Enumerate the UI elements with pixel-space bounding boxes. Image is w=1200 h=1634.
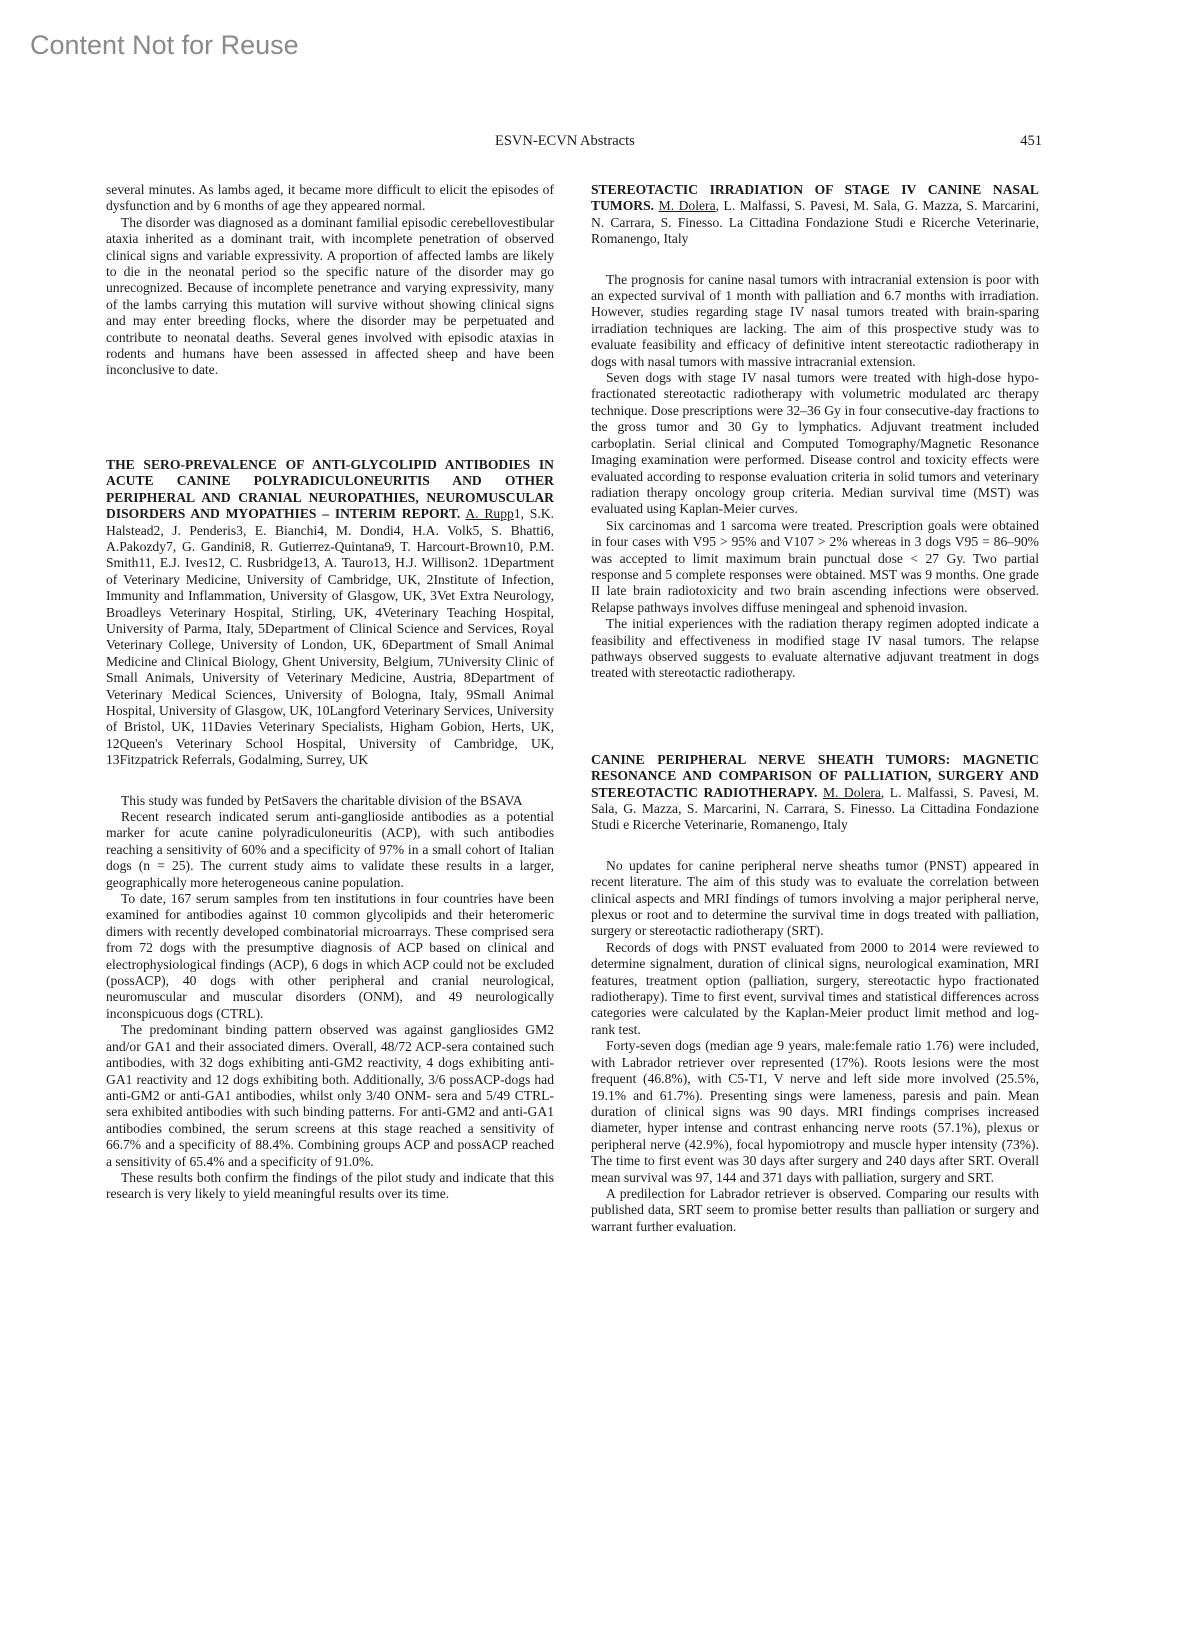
abstract-paragraph: The predominant binding pattern observed was against gangliosides GM2 and/or GA1 and their associated dimers. Overall, 48/72 ACP-sera contained such antibodies, with 32 dogs exhibiting anti-GM2 reactivity, 4 dogs exhibiting anti-GA1 reactivity and 12 dogs exhibiting both. Additionally, 3/6 possACP-dogs had anti-GM2 or anti-GA1 antibodies, whilst only 3/40 ONM- sera and 5/49 CTRL-sera exhibited antibodies with such binding patterns. For anti-GM2 and anti-GA1 antibodies combined, the serum screens at this stage reached a sensitivity of 66.7% and a specificity of 88.4%. Combining groups ACP and possACP reached a sensitivity of 65.4% and a specificity of 91.0%. — [106, 1022, 554, 1169]
abstract-title: THE SERO-PREVALENCE OF ANTI-GLYCOLIPID ANTIBODIES IN ACUTE CANINE POLYRADICULONEURITIS AND OTHER PERIPHERAL AND CRANIAL NEUROPATHIES, NEUROMUSCULAR DISORDERS AND MYOPATHIES – INTERIM REPORT. — [106, 456, 554, 522]
abstract-paragraph: Forty-seven dogs (median age 9 years, male:female ratio 1.76) were included, with Labrador retriever over represented (17%). Roots lesions were the most frequent (46.8%), with C5-T1, V nerve and left side more involved (25.5%, 19.1% and 61.7%). Presenting sings were lameness, paresis and pain. Mean duration of clinical signs was 90 days. MRI findings comprises increased diameter, hyper intense and contrast enhancing nerve roots (57.1%), plexus or peripheral nerve (42.9%), focal hypomiotropy and muscle hyper intensity (73%). The time to first event was 30 days after surgery and 240 days after SRT. Overall mean survival was 97, 144 and 371 days with palliation, surgery and SRT. — [591, 1038, 1039, 1185]
abstract-nasal-tumors — [591, 182, 1039, 682]
presenting-author: M. Dolera — [822, 784, 881, 800]
abstract-paragraph: Records of dogs with PNST evaluated from 2000 to 2014 were reviewed to determine signalment, duration of clinical signs, neurological examination, MRI features, treatment option (palliation, surgery, stereotactic hypo fractionated radiotherapy). Time to first event, survival times and statistical differences across categories were calculated by the Kaplan-Meier product limit method and log-rank test. — [591, 939, 1039, 1037]
abstract-paragraph: The prognosis for canine nasal tumors with intracranial extension is poor with an expected survival of 1 month with palliation and 6.7 months with irradiation. However, studies regarding stage IV nasal tumors treated with brain-sparing irradiation techniques are lacking. The aim of this prospective study was to evaluate feasibility and efficacy of definitive intent stereotactic radiotherapy in dogs with nasal tumors with massive intracranial extension. — [591, 271, 1039, 369]
abstract-anti-glycolipid — [106, 457, 554, 1203]
continuation-paragraph: The disorder was diagnosed as a dominant familial episodic cerebellovestibular ataxia inherited as a dominant trait, with incomplete penetration of observed clinical signs and variable expressivity. A proportion of affected lambs are likely to die in the neonatal period so the specific nature of the disorder may go unrecognized. Because of incomplete penetrance and varying expressivity, many of the lambs carrying this mutation will survive without showing clinical signs and may enter breeding flocks, where the disorder may be perpetuated and contribute to neonatal deaths. Several genes involved with episodic ataxias in rodents and humans have been assessed in affected sheep and have been inconclusive to date. — [106, 214, 554, 378]
abstract-paragraph: These results both confirm the findings of the pilot study and indicate that this research is very likely to yield meaningful results over its time. — [106, 1169, 554, 1202]
page-number: 451 — [1020, 133, 1042, 149]
presenting-author: M. Dolera — [658, 198, 716, 214]
abstract-heading — [591, 752, 1039, 834]
continuation-paragraph: several minutes. As lambs aged, it became more difficult to elicit the episodes of dysfunction and by 6 months of age they appeared normal. — [106, 182, 554, 214]
abstract-pnst — [591, 752, 1039, 1235]
author-affiliations: , L. Malfassi, S. Pavesi, M. Sala, G. Mazza, S. Marcarini, N. Carrara, S. Finesso. La Cittadina Fondazione Studi e Ricerche Veterinarie, Romanengo, Italy — [591, 198, 1040, 247]
abstract-title: STEREOTACTIC IRRADIATION OF STAGE IV CANINE NASAL TUMORS. — [591, 182, 1039, 214]
left-column — [106, 182, 554, 1203]
author-affiliations: , L. Malfassi, S. Pavesi, M. Sala, G. Mazza, S. Marcarini, N. Carrara, S. Finesso. La Cittadina Fondazione Studi e Ricerche Veterinarie, Romanengo, Italy — [591, 784, 1040, 833]
abstract-paragraph: To date, 167 serum samples from ten institutions in four countries have been examined for antibodies against 10 common glycolipids and their heteromeric dimers with recently developed combinatorial microarrays. These comprised sera from 72 dogs with the presumptive diagnosis of ACP based on clinical and electrophysiological findings (ACP), 6 dogs in which ACP could not be excluded (possACP), 40 dogs with other peripheral and cranial neurological, neuromuscular and muscular disorders (ONM), and 49 neurologically inconspicuous dogs (CTRL). — [106, 891, 554, 1021]
abstract-paragraph: No updates for canine peripheral nerve sheaths tumor (PNST) appeared in recent literature. The aim of this study was to evaluate the correlation between clinical aspects and MRI findings of tumors involving a major peripheral nerve, plexus or root and to determine the survival time in dogs treated with palliation, surgery or stereotactic radiotherapy (SRT). — [591, 857, 1039, 939]
abstract-paragraph: This study was funded by PetSavers the charitable division of the BSAVA — [121, 792, 523, 808]
presenting-author: A. Rupp — [465, 506, 514, 522]
watermark: Content Not for Reuse — [30, 30, 299, 60]
abstract-paragraph: The initial experiences with the radiation therapy regimen adopted indicate a feasibility and effectiveness in modified stage IV nasal tumors. The relapse pathways observed suggests to evaluate alternative adjuvant treatment in dogs treated with stereotactic radiotherapy. — [591, 616, 1039, 681]
abstract-paragraph: A predilection for Labrador retriever is observed. Comparing our results with published data, SRT seem to promise better results than palliation or surgery and warrant further evaluation. — [591, 1185, 1039, 1234]
abstract-paragraph: Recent research indicated serum anti-ganglioside antibodies as a potential marker for acute canine polyradiculoneuritis (ACP), with such antibodies reaching a sensitivity of 60% and a specificity of 97% in a small cohort of Italian dogs (n = 25). The current study aims to validate these results in a larger, geographically more heterogeneous canine population. — [106, 809, 554, 890]
right-column — [591, 182, 1039, 1235]
running-head: ESVN-ECVN Abstracts — [495, 133, 635, 149]
abstract-paragraph: Six carcinomas and 1 sarcoma were treated. Prescription goals were obtained in four cases with V95 > 95% and V107 > 2% whereas in 3 dogs V95 = 86–90% was accepted to limit maximum brain punctual dose < 27 Gy. Two partial response and 5 complete responses were obtained. MST was 9 months. One grade II late brain radiotoxicity and two brain ascending infections were observed. Relapse pathways involves diffuse meningeal and sphenoid invasion. — [591, 517, 1039, 615]
abstract-paragraph: Seven dogs with stage IV nasal tumors were treated with high-dose hypo-fractionated stereotactic radiotherapy with volumetric modulated arc therapy technique. Dose prescriptions were 32–36 Gy in four consecutive-day fractions to the gross tumor and 30 Gy to lymphatics. Adjuvant treatment included carboplatin. Serial clinical and Computed Tomography/Magnetic Resonance Imaging examination were performed. Disease control and toxicity effects were evaluated according to response evaluation criteria in solid tumors and veterinary radiation therapy oncology group criteria. Median survival time (MST) was evaluated using Kaplan-Meier curves. — [591, 370, 1039, 517]
abstract-title: CANINE PERIPHERAL NERVE SHEATH TUMORS: MAGNETIC RESONANCE AND COMPARISON OF PALLIATION, SURGERY AND STEREOTACTIC RADIOTHERAPY. — [591, 751, 1039, 800]
author-affiliations: 1, S.K. Halstead2, J. Penderis3, E. Bianchi4, M. Dondi4, H.A. Volk5, S. Bhatti6, A.Pakozdy7, G. Gandini8, R. Gutierrez-Quintana9, T. Harcourt-Brown10, P.M. Smith11, E.J. Ives12, C. Rusbridge13, A. Tauro13, H.J. Willison2. 1Department of Veterinary Medicine, University of Cambridge, UK, 2Institute of Infection, Immunity and Inflammation, University of Glasgow, UK, 3Vet Extra Neurology, Broadleys Veterinary Hospital, Stirling, UK, 4Veterinary Teaching Hospital, University of Parma, Italy, 5Department of Clinical Science and Services, Royal Veterinary College, University of London, UK, 6Department of Small Animal Medicine and Clinical Biology, Ghent University, Belgium, 7University Clinic of Small Animals, University of Veterinary Medicine, Austria, 8Department of Veterinary Medical Sciences, University of Bologna, Italy, 9Small Animal Hospital, University of Glasgow, UK, 10Langford Veterinary Services, University of Bristol, UK, 11Davies Veterinary Specialists, Higham Gobion, Herts, UK, 12Queen's Veterinary School Hospital, University of Cambridge, UK, 13Fitzpatrick Referrals, Godalming, Surrey, UK — [106, 506, 554, 768]
abstract-heading — [106, 457, 554, 769]
abstract-heading — [591, 182, 1039, 248]
